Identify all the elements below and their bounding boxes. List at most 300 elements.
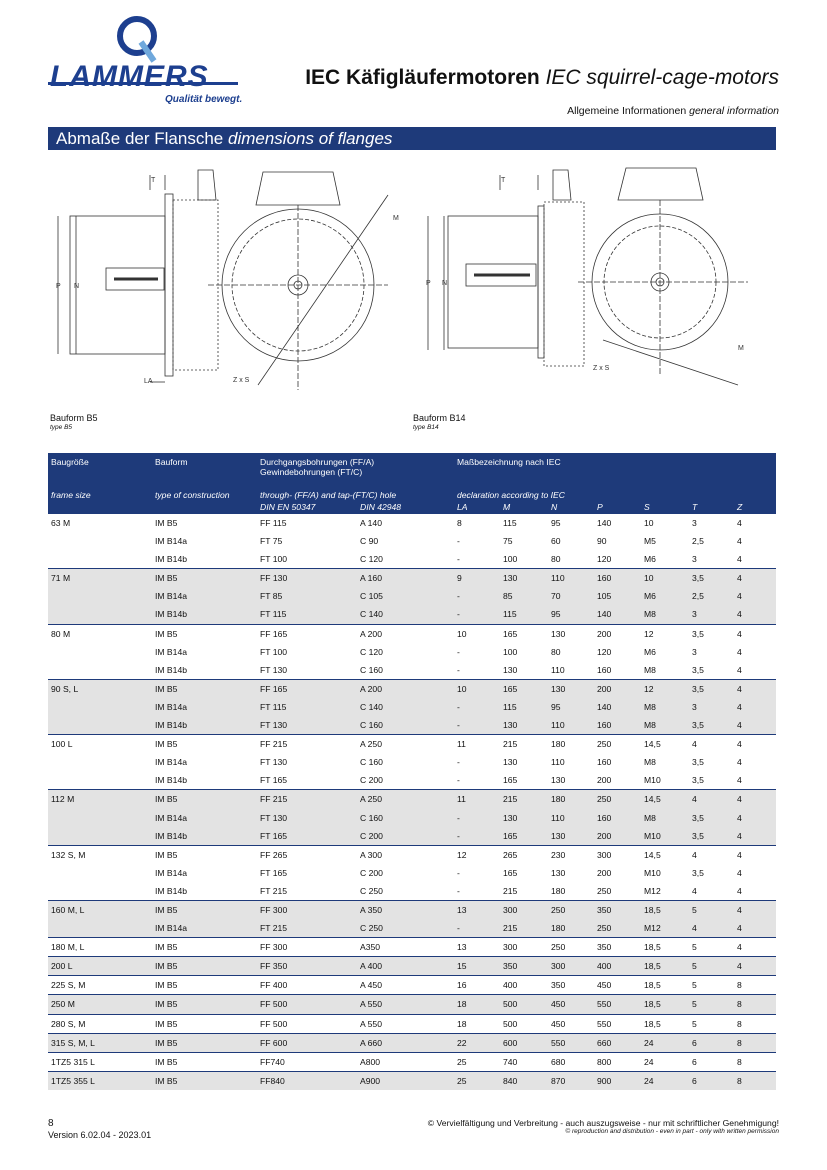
table-cell [48,532,152,550]
table-cell: 4 [692,885,697,896]
logo-tagline: Qualität bewegt. [165,94,243,105]
table-cell: 165 [503,775,518,786]
table-cell: 18,5 [641,900,689,919]
table-cell: 3 [689,514,734,533]
table-cell: IM B14b [152,605,257,624]
table-cell: C 160 [357,716,454,735]
header-row-3 [48,501,776,514]
table-cell: 4 [734,698,776,716]
table-cell: 140 [594,605,641,624]
table-cell: FF 215 [257,735,357,754]
table-cell: 24 [641,1052,689,1071]
table-cell: 15 [454,957,500,976]
table-cell: 800 [594,1052,641,1071]
table-cell: 4 [689,845,734,864]
table-row [48,550,776,569]
copyright-notice [428,1118,779,1135]
title-de: IEC Käfigläufermotoren [305,66,540,89]
table-cell: 4 [734,938,776,957]
table-cell: 200 L [48,957,152,976]
table-cell: C 160 [360,664,383,675]
table-cell: 4 [734,514,776,533]
col-t: T [689,501,734,514]
table-cell: 250 [594,790,641,809]
table-cell: 870 [548,1071,594,1090]
table-cell: 160 [597,757,612,768]
col-bohrungen-line2: Gewindebohrungen (FT/C) [260,467,363,477]
table-cell: 100 L [48,735,152,754]
table-cell: 165 [500,679,548,698]
table-cell: 85 [500,587,548,605]
table-body [48,514,776,1090]
table-cell: 18,5 [641,995,689,1014]
col-din-en-50347: DIN EN 50347 [257,501,357,514]
table-cell: M5 [644,536,656,547]
table-cell: FT 165 [257,827,357,846]
table-cell: 10 [454,624,500,643]
label-n-b5: N [74,283,80,290]
table-cell: 350 [594,938,641,957]
table-cell: FT 100 [260,554,288,565]
col-bohrungen [257,453,454,484]
table-cell: IM B5 [152,1052,257,1071]
table-cell: M6 [644,554,656,565]
table-cell: - [457,775,460,786]
table-cell: 180 [551,885,566,896]
table-cell: M8 [641,698,689,716]
table-cell: - [454,827,500,846]
table-cell: 14,5 [641,790,689,809]
table-cell: - [454,698,500,716]
table-cell: 180 [548,735,594,754]
table-cell: 450 [594,976,641,995]
table-cell: 95 [548,514,594,533]
table-cell: - [457,536,460,547]
table-cell: - [457,664,460,675]
table-cell: 8 [454,514,500,533]
table-cell: C 120 [360,646,383,657]
table-cell: 4 [734,569,776,588]
table-cell: A 550 [357,1014,454,1033]
col-empty-2 [152,501,257,514]
table-cell: 132 S, M [48,845,152,864]
table-cell: 4 [734,790,776,809]
table-cell: 215 [500,790,548,809]
table-cell: 315 S, M, L [48,1033,152,1052]
table-cell: IM B5 [152,569,257,588]
label-t-b14: T [501,177,506,184]
subtitle-en: general information [689,105,779,117]
table-cell: IM B5 [152,845,257,864]
table-cell: 250 [548,938,594,957]
table-cell: A 400 [357,957,454,976]
table-cell: FF 115 [257,514,357,533]
table-cell: 2,5 [692,536,704,547]
table-cell: 18 [454,995,500,1014]
table-cell: 16 [454,976,500,995]
table-cell: IM B5 [152,976,257,995]
table-cell: 110 [548,809,594,827]
table-cell: M12 [641,919,689,938]
table-cell: 75 [503,536,513,547]
table-cell: 120 [597,646,612,657]
logo-text: LAMMERS [50,60,209,93]
table-cell: 600 [500,1033,548,1052]
table-cell: 25 [454,1052,500,1071]
table-cell: 3 [689,698,734,716]
section-title-en: dimensions of flanges [227,129,393,148]
table-cell: A 350 [357,900,454,919]
table-cell: 230 [548,845,594,864]
table-cell: 4 [734,900,776,919]
table-cell: 14,5 [641,735,689,754]
table-cell: 18,5 [641,976,689,995]
table-cell: 3 [692,646,697,657]
label-m-b14: M [738,345,744,352]
table-cell: 300 [548,957,594,976]
b14-front-view [578,168,748,385]
table-cell: C 105 [357,587,454,605]
table-cell: M8 [641,716,689,735]
b5-front-view [208,172,388,390]
table-cell: 105 [594,587,641,605]
copyright-de: © Vervielfältigung und Verbreitung - auch auszugsweise - nur mit schriftlicher Genehmigung! [427,1118,779,1128]
table-cell: 450 [548,1014,594,1033]
table-row [48,809,776,827]
table-cell: FF740 [257,1052,357,1071]
table-cell: 100 [503,646,518,657]
table-cell: 13 [454,938,500,957]
copyright-en: © reproduction and distribution - even in part - only with written permission [565,1128,779,1135]
table-cell: A 200 [357,624,454,643]
table-row [48,1071,776,1090]
table-cell: 4 [737,664,742,675]
header-row-1 [48,453,776,484]
table-row [48,753,776,771]
table-cell: 24 [641,1071,689,1090]
table-cell [48,864,152,882]
table-cell: FT 130 [260,757,288,768]
table-cell: IM B14b [152,716,257,735]
caption-b5-de: Bauform B5 [50,413,98,423]
table-row [48,900,776,919]
table-cell: C 200 [357,827,454,846]
table-cell: IM B14b [155,885,188,896]
table-cell: FF 500 [257,1014,357,1033]
table-cell: FT 130 [257,716,357,735]
table-row [48,1052,776,1071]
table-cell: - [457,646,460,657]
table-cell: 165 [503,867,518,878]
table-cell: IM B5 [152,1014,257,1033]
table-cell: 6 [689,1052,734,1071]
table-cell: FT 85 [257,587,357,605]
b14-side-view [428,170,584,366]
table-cell: 4 [689,919,734,938]
header-row-2 [48,484,776,501]
table-cell: 130 [500,716,548,735]
caption-b5-en: type B5 [50,424,73,431]
table-cell: 4 [737,867,742,878]
col-frame-size: frame size [48,484,152,501]
table-cell: 60 [551,536,561,547]
table-cell: 18 [454,1014,500,1033]
table-cell: FF 600 [257,1033,357,1052]
table-cell [48,919,152,938]
table-cell: 4 [734,919,776,938]
table-cell: 215 [500,919,548,938]
table-cell: FF 500 [257,995,357,1014]
table-cell: IM B5 [152,1033,257,1052]
col-construction: type of construction [152,484,257,501]
col-p: P [594,501,641,514]
table-cell: IM B14a [155,646,188,657]
table-cell [48,643,152,661]
table-cell: 200 [597,775,612,786]
table-cell: 3,5 [689,679,734,698]
table-cell: FF 300 [257,900,357,919]
table-cell: 4 [737,885,742,896]
table-cell: 3 [689,605,734,624]
table-cell: IM B5 [152,624,257,643]
table-cell: 130 [548,679,594,698]
table-cell: 300 [500,900,548,919]
table-cell: 10 [454,679,500,698]
table-row [48,771,776,790]
table-cell [48,716,152,735]
table-cell [48,827,152,846]
table-cell: 8 [734,1071,776,1090]
table-cell: 250 M [48,995,152,1014]
table-cell: M8 [644,757,656,768]
table-cell: FF 165 [257,679,357,698]
table-cell: 90 S, L [48,679,152,698]
table-cell: 95 [548,698,594,716]
table-cell: IM B14b [152,827,257,846]
table-cell: 63 M [48,514,152,533]
table-cell: 13 [454,900,500,919]
table-cell: 130 [548,827,594,846]
caption-b14 [413,413,466,431]
label-zs-b14: Z x S [593,365,610,372]
table-cell: FF840 [257,1071,357,1090]
table-cell: 200 [594,827,641,846]
table-cell [48,661,152,680]
table-cell: 4 [734,587,776,605]
table-row [48,735,776,754]
table-cell: 5 [689,976,734,995]
table-cell: A 250 [357,735,454,754]
table-cell: 900 [594,1071,641,1090]
table-cell: FT 215 [257,919,357,938]
table-cell: 110 [551,757,565,768]
table-cell: FF 215 [257,790,357,809]
table-cell [48,698,152,716]
table-cell: M10 [644,867,661,878]
table-cell: A 200 [357,679,454,698]
table-cell: 350 [548,976,594,995]
table-cell: FF 165 [257,624,357,643]
table-cell: 25 [454,1071,500,1090]
table-cell: 4 [689,735,734,754]
table-cell: IM B5 [152,679,257,698]
table-cell: IM B5 [152,735,257,754]
table-cell: 8 [734,1014,776,1033]
table-cell: 200 [594,679,641,698]
table-cell: 250 [594,735,641,754]
table-cell: - [457,867,460,878]
table-cell: 4 [734,827,776,846]
table-cell: 12 [641,624,689,643]
label-p-b14: P [426,280,431,287]
table-row [48,882,776,901]
label-t-b5: T [151,177,156,184]
table-cell: 10 [641,569,689,588]
table-cell: - [454,716,500,735]
table-cell: 130 [500,569,548,588]
table-cell: 215 [500,735,548,754]
table-cell: 660 [594,1033,641,1052]
table-row [48,995,776,1014]
table-row [48,864,776,882]
table-cell: 12 [641,679,689,698]
table-cell: 215 [503,885,518,896]
table-cell: IM B5 [152,790,257,809]
table-cell: 115 [500,698,548,716]
table-cell: 265 [500,845,548,864]
table-cell: IM B14b [155,664,188,675]
section-title [48,127,776,150]
flange-drawings [48,160,776,410]
technical-drawing [48,160,776,410]
table-cell [48,771,152,790]
table-cell: 115 [500,514,548,533]
table-cell: 350 [500,957,548,976]
table-cell: 180 M, L [48,938,152,957]
version-info: Version 6.02.04 - 2023.01 [48,1130,152,1140]
table-cell: 120 [597,554,612,565]
table-cell: 3 [692,554,697,565]
table-cell: 225 S, M [48,976,152,995]
col-n: N [548,501,594,514]
col-empty-1 [48,501,152,514]
table-cell: 550 [594,995,641,1014]
table-cell: 500 [500,1014,548,1033]
table-cell: 180 [548,790,594,809]
table-row [48,514,776,533]
table-cell: 4 [734,716,776,735]
table-cell: IM B5 [152,957,257,976]
table-cell: M10 [644,775,661,786]
table-cell [48,605,152,624]
table-cell: 95 [548,605,594,624]
table-cell: IM B14a [155,536,188,547]
table-cell: 3,5 [692,664,704,675]
table-cell: 350 [594,900,641,919]
document-subtitle [567,105,779,117]
table-cell: - [454,809,500,827]
table-cell: 300 [500,938,548,957]
table-cell: 4 [737,775,742,786]
table-cell: - [454,605,500,624]
table-cell: A 450 [357,976,454,995]
table-row [48,605,776,624]
table-cell: IM B14b [155,775,188,786]
table-cell: M12 [644,885,661,896]
table-cell: C 200 [360,867,383,878]
table-cell: 680 [548,1052,594,1071]
table-row [48,1014,776,1033]
table-cell: 3,5 [689,716,734,735]
table-cell: A 300 [357,845,454,864]
label-m-b5: M [393,215,399,222]
b5-side-view [58,170,218,382]
table-cell: FF 130 [257,569,357,588]
table-cell: 4 [737,646,742,657]
table-cell: 18,5 [641,938,689,957]
col-massbez: Maßbezeichnung nach IEC [454,453,776,484]
table-cell [48,809,152,827]
table-cell: 250 [548,900,594,919]
table-cell: IM B14a [155,757,188,768]
table-row [48,790,776,809]
table-cell: 1TZ5 355 L [48,1071,152,1090]
table-cell: 115 [500,605,548,624]
page-number: 8 [48,1118,54,1129]
table-cell: 130 [551,867,566,878]
table-cell: 2,5 [689,587,734,605]
table-cell: M6 [644,646,656,657]
table-cell: - [457,757,460,768]
table-cell: A900 [357,1071,454,1090]
table-cell: 110 [551,664,565,675]
table-cell: 4 [689,790,734,809]
table-cell: FT 215 [260,885,288,896]
table-cell: A 160 [357,569,454,588]
table-cell: FT 165 [260,867,288,878]
table-row [48,661,776,680]
table-cell: 14,5 [641,845,689,864]
table-cell: 180 [548,919,594,938]
table-cell: 71 M [48,569,152,588]
table-cell: 160 [594,569,641,588]
table-row [48,569,776,588]
table-cell: 4 [734,624,776,643]
col-din-42948: DIN 42948 [357,501,454,514]
label-la-b5: LA [144,378,153,385]
table-cell: M10 [641,827,689,846]
table-row [48,624,776,643]
table-cell: 3,5 [689,569,734,588]
table-cell: M6 [641,587,689,605]
table-cell: FT 75 [260,536,283,547]
table-cell: 112 M [48,790,152,809]
table-cell: 6 [689,1033,734,1052]
table-cell: C 120 [360,554,383,565]
table-cell: 160 [597,664,612,675]
table-cell: 90 [597,536,607,547]
table-cell: IM B5 [152,514,257,533]
table-cell: 160 [594,809,641,827]
table-cell [48,753,152,771]
table-cell: FF 300 [257,938,357,957]
table-cell: 4 [734,605,776,624]
table-cell: 3,5 [692,775,704,786]
table-cell: 200 [597,867,612,878]
table-row [48,827,776,846]
col-holes: through- (FF/A) and tap-(FT/C) hole [257,484,454,501]
table-row [48,957,776,976]
